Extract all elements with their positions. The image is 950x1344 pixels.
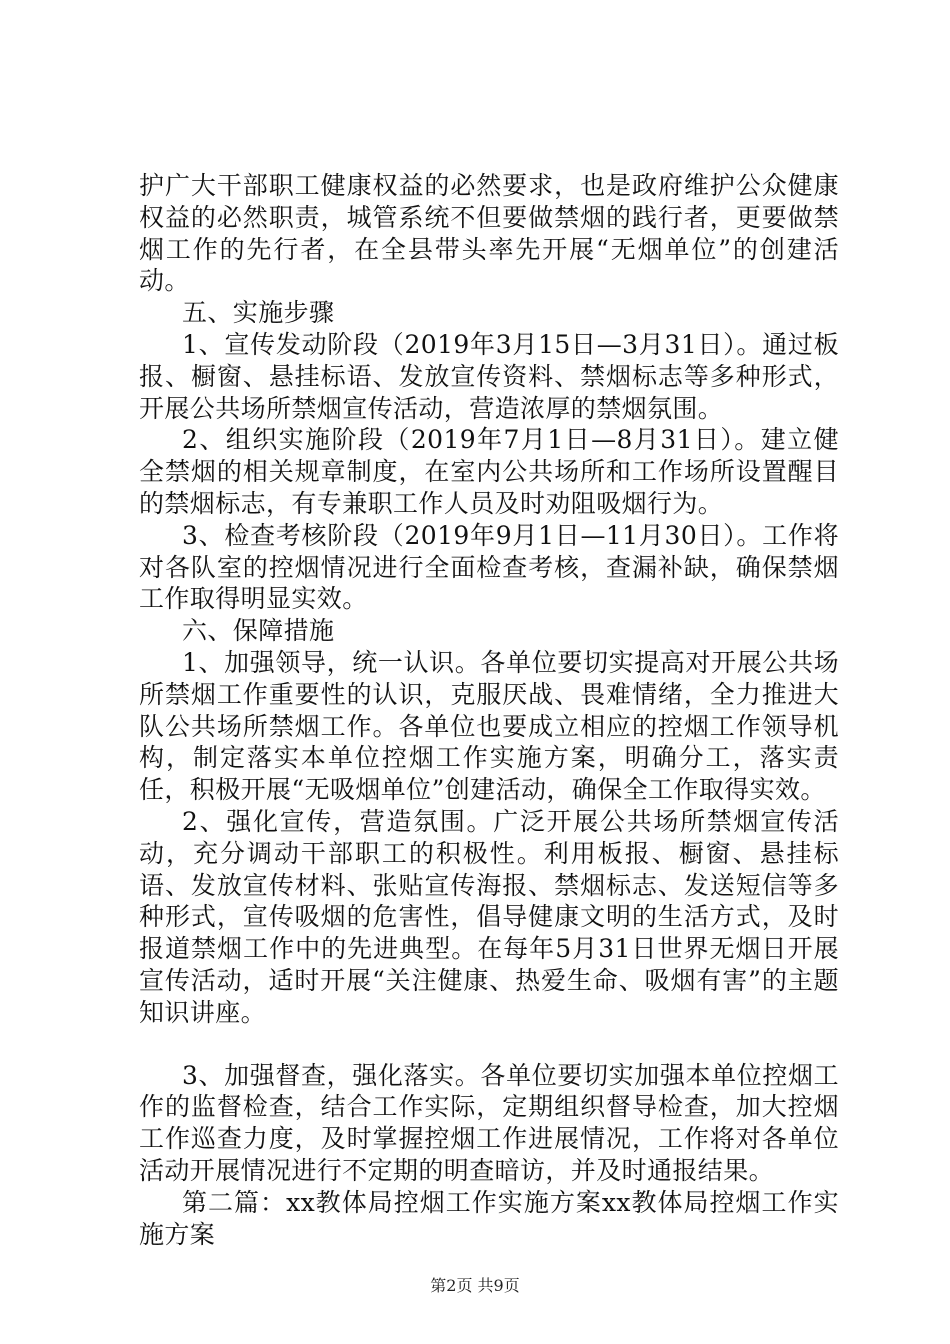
paragraph-continuation: 护广大干部职工健康权益的必然要求，也是政府维护公众健康权益的必然职责，城管系统不但要做禁烟的践行者，更要做禁烟工作的先行者，在全县带头率先开展“无烟单位”的创建活动。 (139, 171, 839, 296)
paragraph-safeguard-2: 2、强化宣传，营造氛围。广泛开展公共场所禁烟宣传活动，充分调动干部职工的积极性。利用板报、橱窗、悬挂标语、发放宣传材料、张贴宣传海报、禁烟标志、发送短信等多种形式，宣传吸烟的危害性，倡导健康文明的生活方式，及时报道禁烟工作中的先进典型。在每年5月31日世界无烟日开展宣传活动，适时开展“关注健康、热爱生命、吸烟有害”的主题知识讲座。 (139, 806, 839, 1027)
paragraph-step-3: 3、检查考核阶段（2019年9月1日—11月30日）。工作将对各队室的控烟情况进行全面检查考核，查漏补缺，确保禁烟工作取得明显实效。 (139, 520, 839, 614)
paragraph-second-chapter-title: 第二篇：xx教体局控烟工作实施方案xx教体局控烟工作实施方案 (139, 1187, 839, 1249)
section-heading-safeguards: 六、保障措施 (182, 616, 335, 646)
paragraph-step-1: 1、宣传发动阶段（2019年3月15日—3月31日）。通过板报、橱窗、悬挂标语、发放宣传资料、禁烟标志等多种形式，开展公共场所禁烟宣传活动，营造浓厚的禁烟氛围。 (139, 329, 839, 423)
paragraph-step-2: 2、组织实施阶段（2019年7月1日—8月31日）。建立健全禁烟的相关规章制度，在室内公共场所和工作场所设置醒目的禁烟标志，有专兼职工作人员及时劝阻吸烟行为。 (139, 425, 839, 518)
page-number-footer: 第2页 共9页 (430, 1276, 520, 1295)
document-body (139, 170, 839, 1250)
section-heading-implementation-steps: 五、实施步骤 (182, 298, 335, 328)
paragraph-safeguard-1: 1、加强领导，统一认识。各单位要切实提高对开展公共场所禁烟工作重要性的认识，克服厌战、畏难情绪，全力推进大队公共场所禁烟工作。各单位也要成立相应的控烟工作领导机构，制定落实本单位控烟工作实施方案，明确分工，落实责任，积极开展“无吸烟单位”创建活动，确保全工作取得实效。 (139, 647, 839, 805)
paragraph-safeguard-3: 3、加强督查，强化落实。各单位要切实加强本单位控烟工作的监督检查，结合工作实际，定期组织督导检查，加大控烟工作巡查力度，及时掌握控烟工作进展情况，工作将对各单位活动开展情况进行不定期的明查暗访，并及时通报结果。 (139, 1060, 839, 1185)
